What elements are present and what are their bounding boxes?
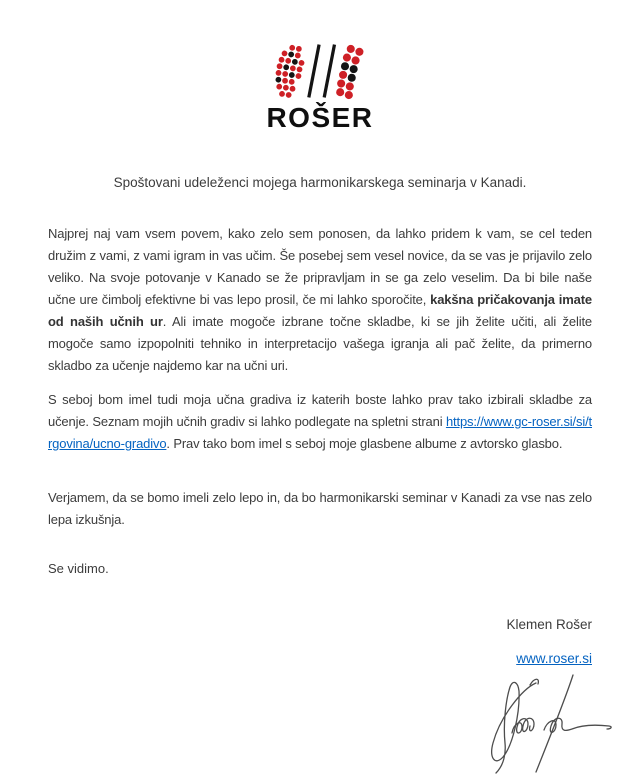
- signature-block: [48, 615, 592, 669]
- signature-name: Klemen Rošer: [506, 617, 592, 632]
- body-paragraph: [48, 389, 592, 455]
- signature-scribble-icon: [460, 673, 628, 775]
- handwritten-signature: [48, 673, 628, 780]
- text-run: S seboj bom imel tudi moja učna gradiva iz katerih boste lahko prav tako izbirali skladbe za učenje. Seznam mojih učnih gradiv si lahko podlegate na spletni strani: [48, 392, 592, 429]
- text-run: . Ali imate mogoče izbrane točne skladbe, ki se jih želite učiti, ali želite mogoče samo izpopolniti tehniko in interpretacijo vašega igranja ali pač želite, da primerno skladbo za učenje najdemo kar na učni uri.: [48, 314, 592, 373]
- text-run: . Prav tako bom imel s seboj moje glasbene albume z avtorsko glasbo.: [166, 436, 563, 451]
- inline-link[interactable]: https://www.gc-roser.si/si/trgovina/ucno-gradivo: [48, 414, 592, 451]
- text-run: Najprej naj vam vsem povem, kako zelo sem ponosen, da lahko pridem k vam, se cel teden družim z vami, z vami igram in vas učim. Še posebej sem vesel novice, da se vas je prijavilo zelo veliko. Na svoje potovanje v Kanado se že pripravljam in se ga zelo veselim. Da bi bile naše učne ure čimbolj efektivne bi vas lepo prosil, če mi lahko sporočite,: [48, 226, 592, 307]
- website-link[interactable]: www.roser.si: [516, 651, 592, 666]
- letter-body: [48, 223, 592, 531]
- closing-line: Se vidimo.: [48, 561, 109, 576]
- accordion-logo-icon: [270, 42, 370, 102]
- bold-text-run: kakšna pričakovanja imate od naših učnih ur: [48, 292, 593, 329]
- salutation: Spoštovani udeleženci mojega harmonikarskega seminarja v Kanadi.: [113, 175, 527, 190]
- body-paragraph: [48, 223, 592, 377]
- logo-wordmark: ROŠER: [266, 102, 374, 133]
- body-paragraph: [48, 487, 592, 531]
- text-run: Verjamem, da se bomo imeli zelo lepo in, da bo harmonikarski seminar v Kanadi za vse nas zelo lepa izkušnja.: [48, 490, 592, 527]
- logo: [48, 42, 592, 133]
